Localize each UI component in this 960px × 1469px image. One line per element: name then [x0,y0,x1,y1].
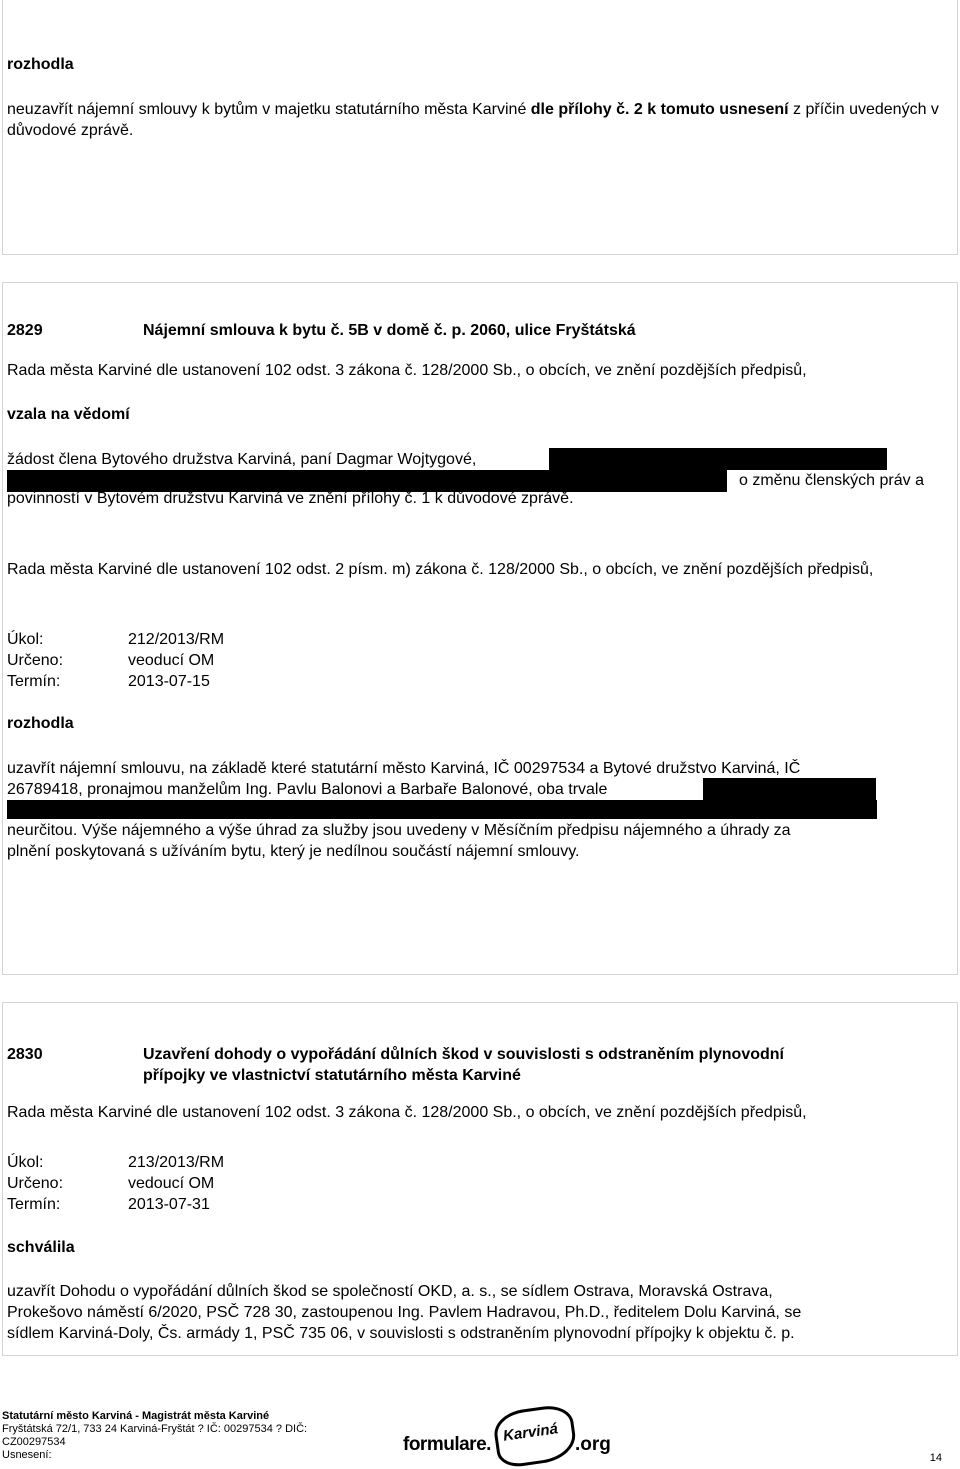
heading-rozhodla-2829: rozhodla [7,715,74,732]
legal-basis-3: Rada města Karviné dle ustanovení 102 odst. 3 zákona č. 128/2000 Sb., o obcích, ve znění pozdějších předpisů, [7,1104,807,1121]
lease-line-3: , s účinností od 15.07.2013 na dobu [612,802,867,819]
task-row-ukol [7,629,224,650]
task-value: 2013-07-15 [128,673,210,690]
heading-schvalila: schválila [7,1239,75,1256]
lease-line-5: plnění poskytovaná s užíváním bytu, který je nedílnou součástí nájemní smlouvy. [7,843,580,860]
footer-usneseni: Usnesení: [2,1449,52,1461]
agreement-line-2: Prokešovo náměstí 6/2020, PSČ 728 30, zastoupenou Ing. Pavlem Hadravou, Ph.D., ředitelem Dolu Karviná, se [7,1304,802,1321]
request-line-1: žádost člena Bytového družstva Karviná, paní Dagmar Wojtygové, [7,451,477,468]
redaction-block [549,448,887,470]
footer-org: Statutární město Karviná - Magistrát města Karviné [2,1410,270,1422]
resolution-title-2830-line-1: Uzavření dohody o vypořádání důlních škod v souvislosti s odstraněním plynovodní [143,1046,784,1063]
resolution-title-2829: Nájemní smlouva k bytu č. 5B v domě č. p. 2060, ulice Fryštátská [143,322,636,339]
legal-basis-1: Rada města Karviné dle ustanovení 102 odst. 3 zákona č. 128/2000 Sb., o obcích, ve znění pozdějších předpisů, [7,362,807,379]
task-row-ukol [7,1152,224,1173]
logo-karvina-text: Karviná [502,1420,559,1445]
request-line-3: povinností v Bytovém družstvu Karviná ve znění přílohy č. 1 k důvodové zprávě. [7,490,574,507]
task-label: Termín: [7,1196,61,1213]
paragraph-neuzavrit [7,99,955,141]
task-row-termin [7,671,210,692]
task-label: Úkol: [7,631,44,648]
task-value: vedoucí OM [128,1175,215,1192]
task-row-termin [7,1194,210,1215]
task-row-urceno [7,1173,214,1194]
logo-org-text: .org [575,1434,611,1455]
footer-address: Fryštátská 72/1, 733 24 Karviná-Fryštát ? IČ: 00297534 ? DIČ: [2,1423,308,1435]
agreement-line-3: sídlem Karviná-Doly, Čs. armády 1, PSČ 735 06, v souvislosti s odstraněním plynovodní přípojky k objektu č. p. [7,1325,795,1342]
task-value: 213/2013/RM [128,1154,225,1171]
agreement-line-1: uzavřít Dohodu o vypořádání důlních škod se společností OKD, a. s., se sídlem Ostrava, Moravská Ostrava, [7,1283,773,1300]
lease-line-1: uzavřít nájemní smlouvu, na základě které statutární město Karviná, IČ 00297534 a Bytové družstvo Karviná, IČ [7,760,801,777]
page-number: 14 [929,1452,942,1464]
lease-line-4: neurčitou. Výše nájemného a výše úhrad za služby jsou uvedeny v Měsíčním předpisu nájemného a úhrady za [7,822,791,839]
task-label: Určeno: [7,652,64,669]
task-value: 212/2013/RM [128,631,225,648]
resolution-number-2830: 2830 [7,1046,43,1063]
heading-vzala-na-vedomi: vzala na vědomí [7,406,130,423]
task-label: Termín: [7,673,61,690]
resolution-number-2829: 2829 [7,322,43,339]
paragraph-text-bold: dle přílohy č. 2 k tomuto usnesení [530,101,789,118]
logo-formulare-text: formulare. [403,1434,491,1455]
paragraph-text-pre: neuzavřít nájemní smlouvy k bytům v majetku statutárního města Karviné [7,101,531,118]
legal-basis-2: Rada města Karviné dle ustanovení 102 odst. 2 písm. m) zákona č. 128/2000 Sb., o obcích, ve znění pozdějších předpisů, [7,561,874,578]
redaction-block [703,778,876,800]
request-line-2-tail: o změnu členských práv a [739,472,924,489]
task-value: veoducí OM [128,652,215,669]
heading-rozhodla-top: rozhodla [7,56,74,73]
task-row-urceno [7,650,214,671]
task-label: Úkol: [7,1154,44,1171]
formulare-logo [400,1404,615,1462]
task-label: Určeno: [7,1175,64,1192]
resolution-title-2830-line-2: přípojky ve vlastnictví statutárního města Karviné [143,1067,521,1084]
paragraph-text-post: z příčin uvedených v důvodové zprávě. [7,101,939,139]
task-value: 2013-07-31 [128,1196,210,1213]
footer-dic: CZ00297534 [2,1436,66,1448]
lease-line-2: 26789418, pronajmou manželům Ing. Pavlu Balonovi a Barbaře Balonové, oba trvale [7,781,608,798]
